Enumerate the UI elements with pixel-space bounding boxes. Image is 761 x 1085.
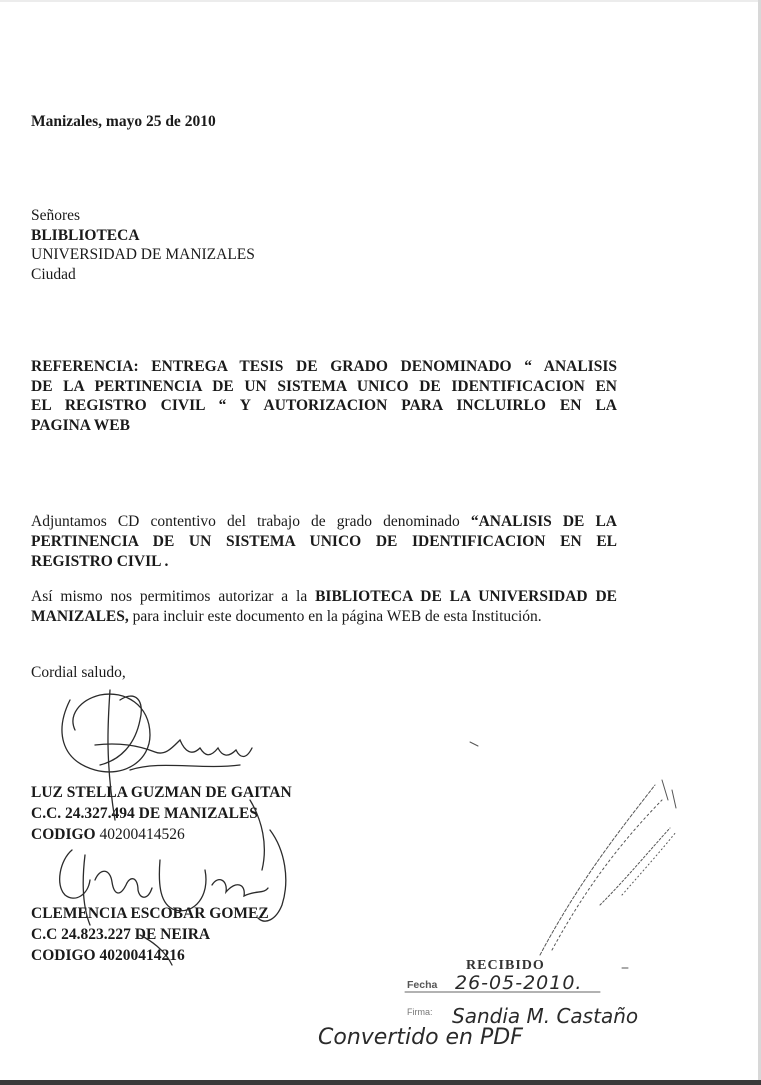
signatory-1-id: C.C. 24.327.494 DE MANIZALES — [31, 805, 258, 822]
paragraph-cd-line-3: REGISTRO CIVIL . — [31, 553, 169, 570]
paragraph-cd-line-2: PERTINENCIA DE UN SISTEMA UNICO DE IDENTIFICACION EN EL — [31, 533, 617, 550]
signature-2 — [60, 830, 286, 965]
signatory-2-code: CODIGO 40200414216 — [31, 947, 185, 964]
signatory-1-code-label: CODIGO — [31, 826, 96, 843]
reference-line-1: REFERENCIA: ENTREGA TESIS DE GRADO DENOMINADO “ ANALISIS — [31, 358, 617, 375]
recipient-salutation: Señores — [31, 207, 81, 224]
signatory-1-name: LUZ STELLA GUZMAN DE GAITAN — [31, 784, 292, 801]
stamp-fecha-label: Fecha — [407, 979, 438, 991]
received-stamp-title: RECIBIDO — [466, 958, 545, 973]
converted-note: Convertido en PDF — [318, 1025, 523, 1050]
closing-greeting: Cordial saludo, — [31, 664, 126, 681]
paragraph-cd-line-1-bold: “ANALISIS DE LA — [470, 513, 617, 530]
signature-1 — [62, 690, 264, 870]
paragraph-auth-line-1-plain: Así mismo nos permitimos autorizar a la — [31, 588, 316, 605]
signatory-2-name: CLEMENCIA ESCOBAR GOMEZ — [31, 905, 269, 922]
signatory-2-id: C.C 24.823.227 DE NEIRA — [31, 926, 211, 943]
stamp-fecha-value: 26-05-2010. — [455, 972, 583, 994]
recipient-city: Ciudad — [31, 265, 76, 283]
signatory-1-code-value: 40200414526 — [99, 826, 185, 843]
place-date: Manizales, mayo 25 de 2010 — [31, 113, 216, 130]
paragraph-cd-line-1-plain: Adjuntamos CD contentivo del trabajo de grado denominado — [31, 513, 471, 530]
stamp-marks — [405, 742, 676, 992]
reference-line-4: PAGINA WEB — [31, 416, 130, 434]
paragraph-auth-line-1-bold: BIBLIOTECA DE LA UNIVERSIDAD DE — [315, 588, 618, 605]
recipient-line2: UNIVERSIDAD DE MANIZALES — [31, 246, 255, 263]
paragraph-auth-line-2-bold: MANIZALES, — [31, 608, 129, 625]
reference-line-3: EL REGISTRO CIVIL “ Y AUTORIZACION PARA INCLUIRLO EN LA — [31, 397, 617, 414]
reference-line-2: DE LA PERTINENCIA DE UN SISTEMA UNICO DE IDENTIFICACION EN — [31, 377, 617, 395]
recipient-line1: BLIBLIOTECA — [31, 226, 140, 244]
stamp-firma-value: Sandia M. Castaño — [452, 1004, 639, 1028]
stamp-firma-label: Firma: — [407, 1007, 433, 1017]
paragraph-auth-line-2-plain: para incluir este documento en la página WEB de esta Institución. — [128, 608, 542, 625]
